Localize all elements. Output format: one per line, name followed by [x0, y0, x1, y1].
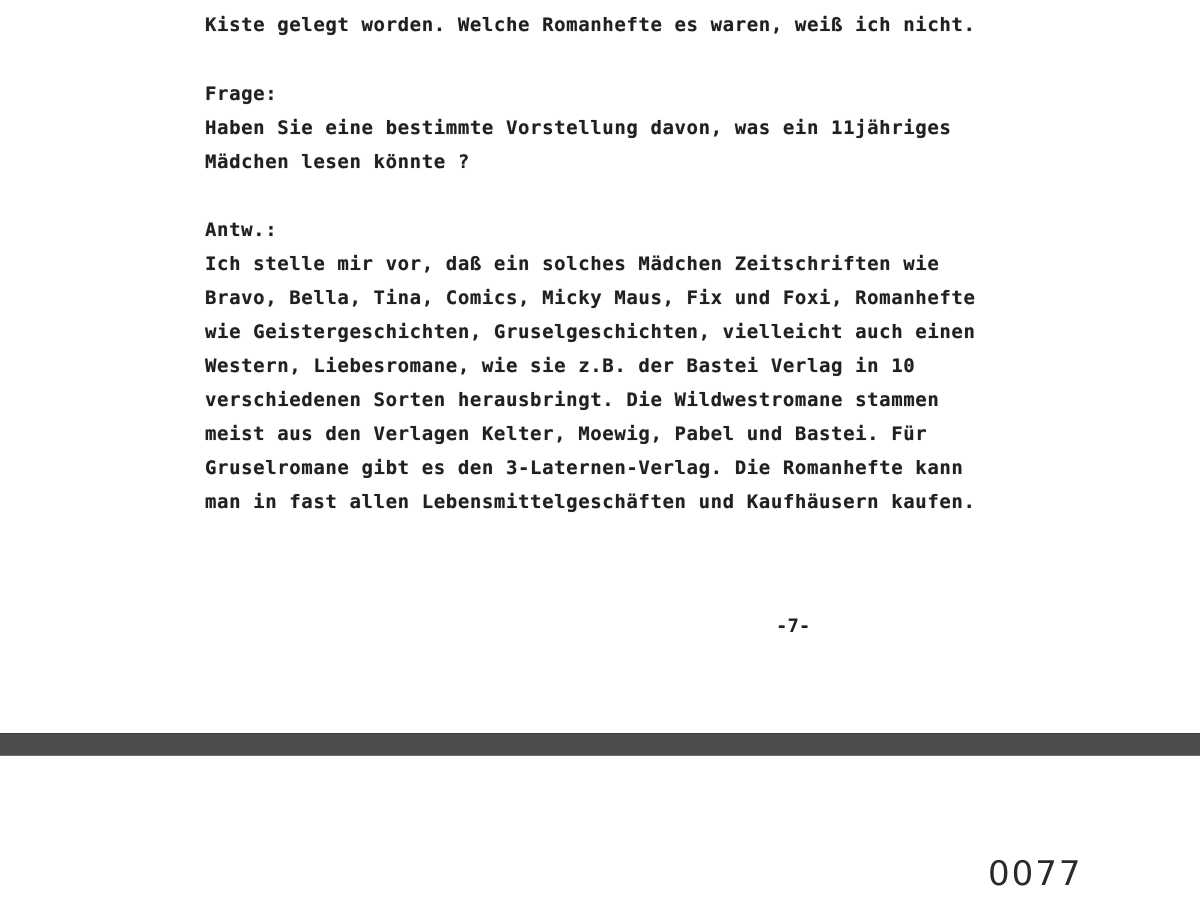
- text-line: verschiedenen Sorten herausbringt. Die Wildwestromane stammen: [205, 389, 940, 411]
- question-label: Frage:: [205, 83, 278, 105]
- page-number: -7-: [776, 615, 811, 637]
- page-stamp-number: 0077: [988, 854, 1083, 894]
- document-page-next: [0, 756, 1200, 898]
- text-line: wie Geistergeschichten, Gruselgeschichten, vielleicht auch einen: [205, 321, 976, 343]
- text-line: Bravo, Bella, Tina, Comics, Micky Maus, Fix und Foxi, Romanhefte: [205, 287, 976, 309]
- text-line: Western, Liebesromane, wie sie z.B. der Bastei Verlag in 10: [205, 355, 916, 377]
- text-line: man in fast allen Lebensmittelgeschäften und Kaufhäusern kaufen.: [205, 491, 976, 513]
- answer-label: Antw.:: [205, 219, 278, 241]
- text-line: Haben Sie eine bestimmte Vorstellung davon, was ein 11jähriges: [205, 117, 952, 139]
- text-line: Mädchen lesen könnte ?: [205, 151, 470, 173]
- page-separator: [0, 733, 1200, 756]
- text-line: Kiste gelegt worden. Welche Romanhefte es waren, weiß ich nicht.: [205, 14, 976, 36]
- text-line: meist aus den Verlagen Kelter, Moewig, Pabel und Bastei. Für: [205, 423, 928, 445]
- text-line: Gruselromane gibt es den 3-Laternen-Verlag. Die Romanhefte kann: [205, 457, 964, 479]
- text-line: Ich stelle mir vor, daß ein solches Mädchen Zeitschriften wie: [205, 253, 940, 275]
